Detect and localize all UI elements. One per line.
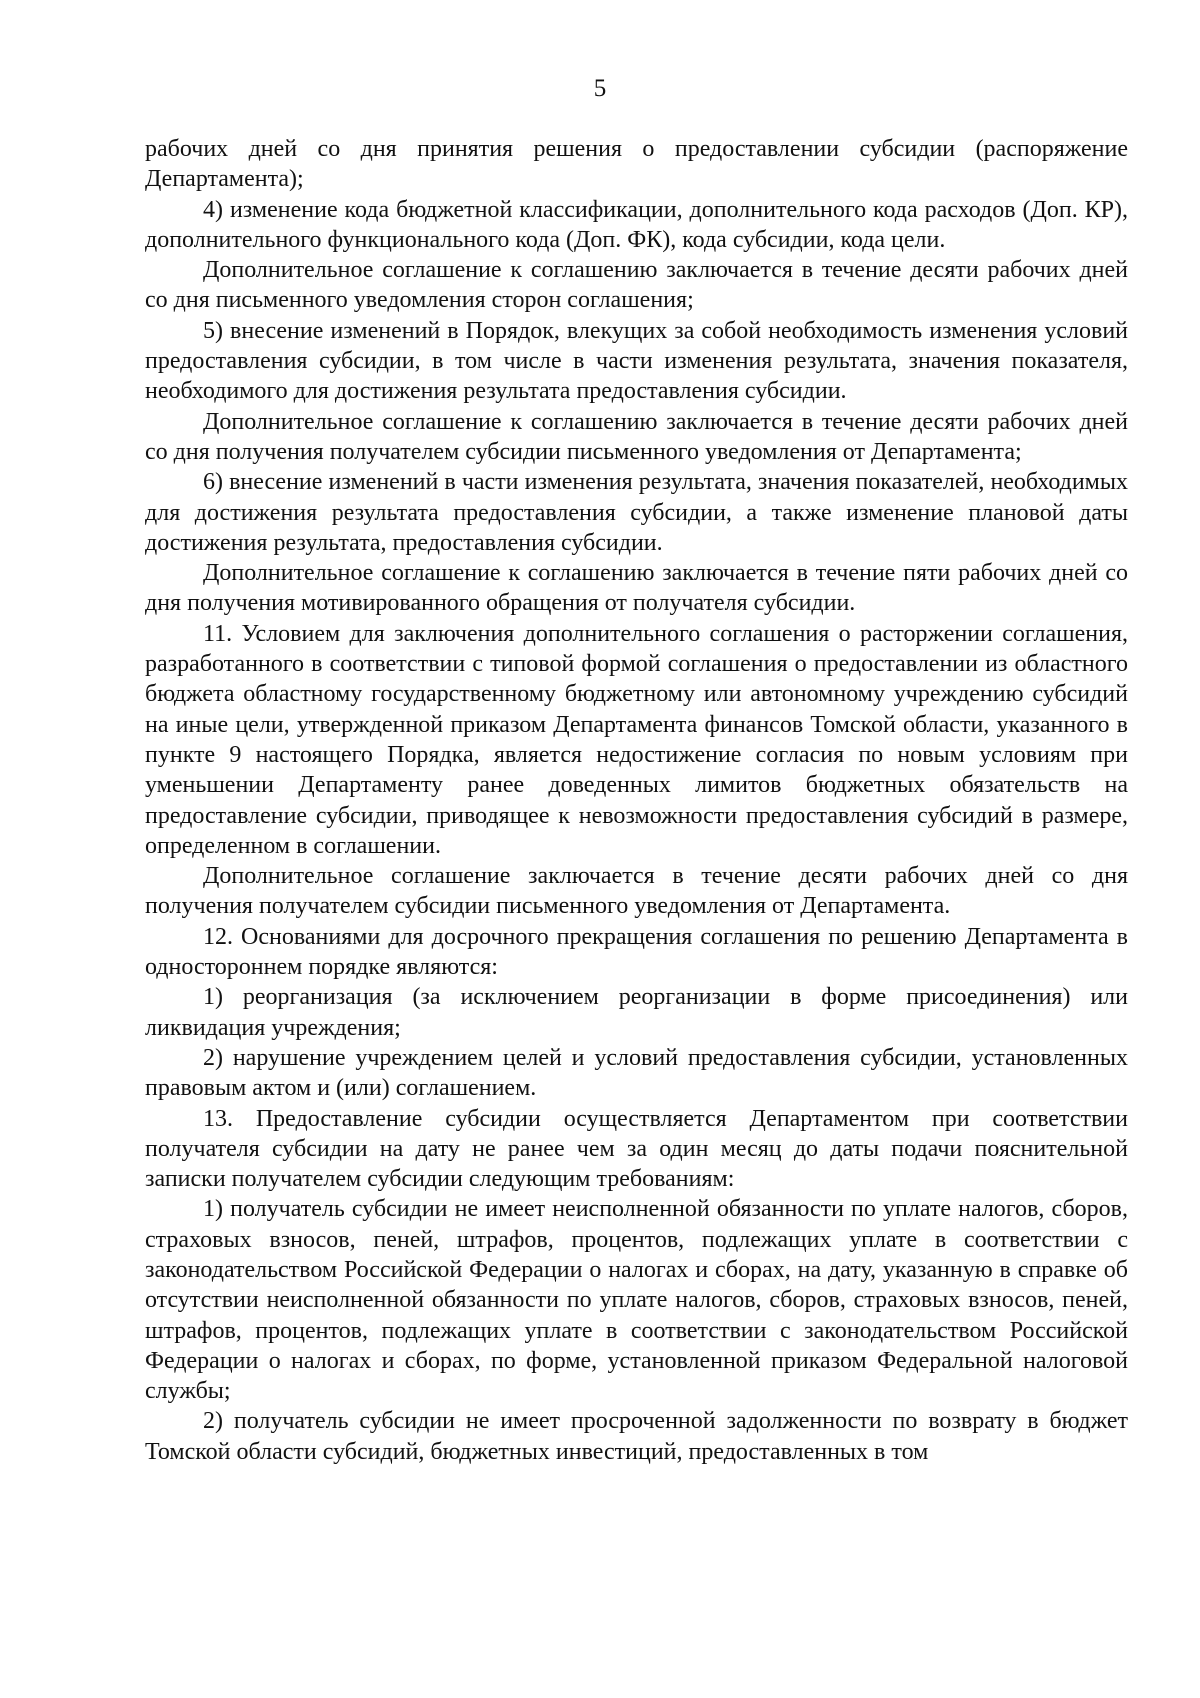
paragraph: 1) реорганизация (за исключением реорганизации в форме присоединения) или ликвидация учреждения; bbox=[145, 984, 1128, 1041]
paragraph: 6) внесение изменений в части изменения результата, значения показателей, необходимых для достижения результата предоставления субсидии, а также изменение плановой даты достижения результата, предоставления субсидии. bbox=[145, 469, 1128, 556]
paragraph: Дополнительное соглашение заключается в течение десяти рабочих дней со дня получения получателем субсидии письменного уведомления от Департамента. bbox=[145, 863, 1128, 920]
paragraph: 11. Условием для заключения дополнительного соглашения о расторжении соглашения, разработанного в соответствии с типовой формой соглашения о предоставлении из областного бюджета областному государственному бюджетному или автономному учреждению субсидий на иные цели, утвержденной приказом Департамента финансов Томской области, указанного в пункте 9 настоящего Порядка, является недостижение согласия по новым условиям при уменьшении Департаменту ранее доведенных лимитов бюджетных обязательств на предоставление субсидии, приводящее к невозможности предоставления субсидий в размере, определенном в соглашении. bbox=[145, 620, 1128, 859]
paragraph: Дополнительное соглашение к соглашению заключается в течение десяти рабочих дней со дня получения получателем субсидии письменного уведомления от Департамента; bbox=[145, 408, 1128, 465]
paragraph: 1) получатель субсидии не имеет неисполненной обязанности по уплате налогов, сборов, страховых взносов, пеней, штрафов, процентов, подлежащих уплате в соответствии с законодательством Российской Федерации о налогах и сборах, на дату, указанную в справке об отсутствии неисполненной обязанности по уплате налогов, сборов, страховых взносов, пеней, штрафов, процентов, подлежащих уплате в соответствии с законодательством Российской Федерации о налогах и сборах, по форме, установленной приказом Федеральной налоговой службы; bbox=[145, 1196, 1128, 1405]
paragraph: 13. Предоставление субсидии осуществляется Департаментом при соответствии получателя субсидии на дату не ранее чем за один месяц до даты подачи пояснительной записки получателем субсидии следующим требованиям: bbox=[145, 1105, 1128, 1193]
page-number: 5 bbox=[593, 75, 607, 102]
paragraph: рабочих дней со дня принятия решения о предоставлении субсидии (распоряжение Департамента); bbox=[145, 136, 1128, 193]
paragraph: Дополнительное соглашение к соглашению заключается в течение десяти рабочих дней со дня письменного уведомления сторон соглашения; bbox=[145, 257, 1128, 314]
document-body bbox=[145, 134, 1128, 1467]
paragraph: 2) получатель субсидии не имеет просроченной задолженности по возврату в бюджет Томской области субсидий, бюджетных инвестиций, предоставленных в том bbox=[145, 1408, 1128, 1465]
paragraph: 5) внесение изменений в Порядок, влекущих за собой необходимость изменения условий предоставления субсидии, в том числе в части изменения результата, значения показателя, необходимого для достижения результата предоставления субсидии. bbox=[145, 317, 1128, 405]
paragraph: 2) нарушение учреждением целей и условий предоставления субсидии, установленных правовым актом и (или) соглашением. bbox=[145, 1044, 1128, 1102]
paragraph: 4) изменение кода бюджетной классификации, дополнительного кода расходов (Доп. КР), дополнительного функционального кода (Доп. ФК), кода субсидии, кода цели. bbox=[145, 196, 1128, 253]
paragraph: 12. Основаниями для досрочного прекращения соглашения по решению Департамента в одностороннем порядке являются: bbox=[145, 923, 1128, 981]
paragraph: Дополнительное соглашение к соглашению заключается в течение пяти рабочих дней со дня получения мотивированного обращения от получателя субсидии. bbox=[145, 560, 1128, 617]
